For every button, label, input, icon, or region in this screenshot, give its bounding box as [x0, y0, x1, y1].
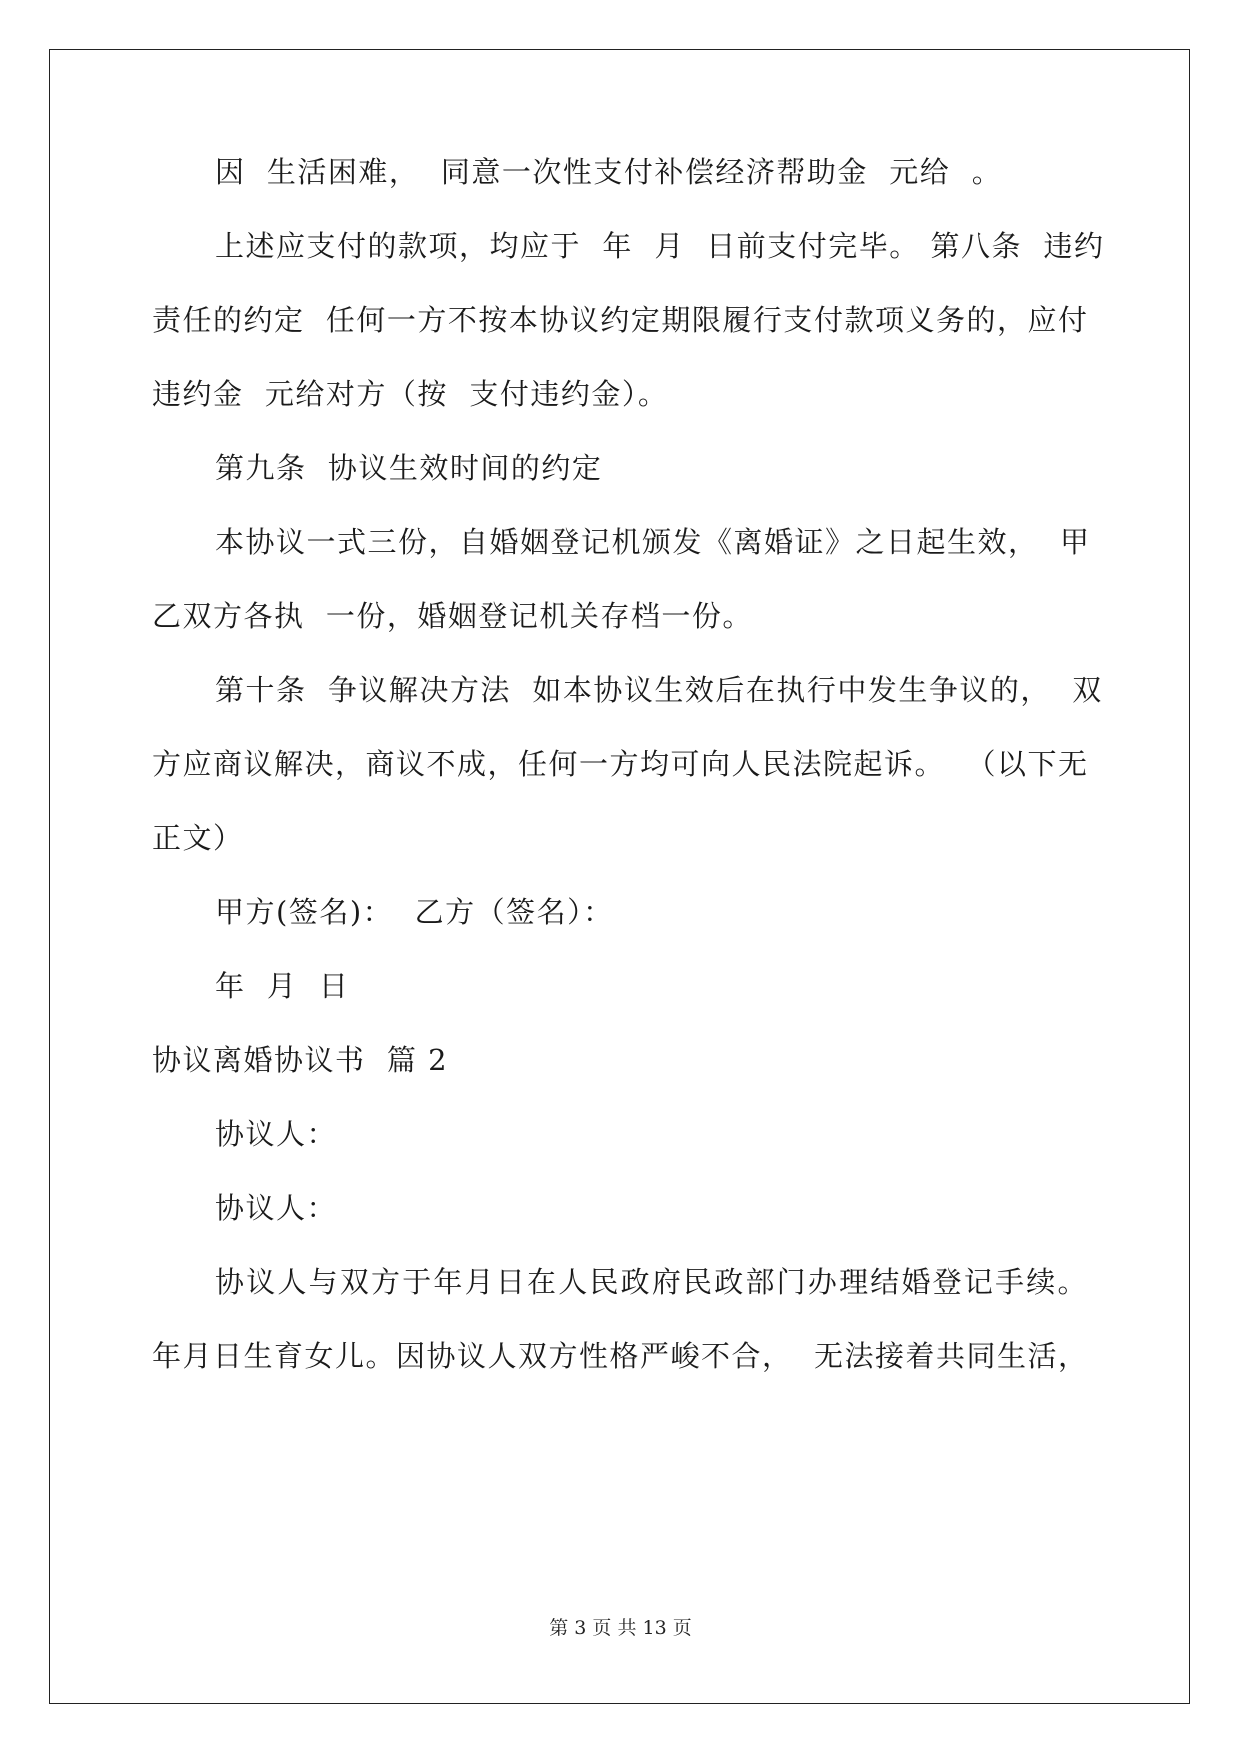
paragraph-line: 第十条 争议解决方法 如本协议生效后在执行中发生争议的， 双: [215, 673, 1103, 707]
section-heading: 第九条 协议生效时间的约定: [215, 451, 603, 485]
document-subtitle: 协议离婚协议书 篇 2: [152, 1043, 449, 1077]
page-number: 第 3 页 共 13 页: [549, 1617, 692, 1639]
paragraph-line: 上述应支付的款项，均应于 年 月 日前支付完毕。 第八条 违约: [215, 229, 1105, 263]
paragraph-line: 协议人与双方于年月日在人民政府民政部门办理结婚登记手续。: [215, 1265, 1088, 1299]
paragraph-line: 本协议一式三份，自婚姻登记机颁发《离婚证》之日起生效， 甲: [215, 525, 1091, 559]
date-line: 年 月 日: [215, 969, 350, 1003]
paragraph-line: 责任的约定 任何一方不按本协议约定期限履行支付款项义务的，应付: [152, 303, 1089, 337]
paragraph-line: 因 生活困难， 同意一次性支付补偿经济帮助金 元给 。: [215, 155, 1003, 189]
party-line: 协议人：: [215, 1191, 338, 1225]
signature-line: 甲方(签名)： 乙方（签名）：: [215, 895, 614, 929]
paragraph-line: 违约金 元给对方（按 支付违约金）。: [152, 377, 669, 411]
party-line: 协议人：: [215, 1117, 338, 1151]
page-border: [49, 49, 1190, 1704]
paragraph-line: 乙双方各执 一份，婚姻登记机关存档一份。: [152, 599, 753, 633]
paragraph-line: 正文）: [152, 821, 244, 855]
paragraph-line: 年月日生育女儿。因协议人双方性格严峻不合， 无法接着共同生活，: [152, 1339, 1089, 1373]
paragraph-line: 方应商议解决，商议不成，任何一方均可向人民法院起诉。 （以下无: [152, 747, 1089, 781]
